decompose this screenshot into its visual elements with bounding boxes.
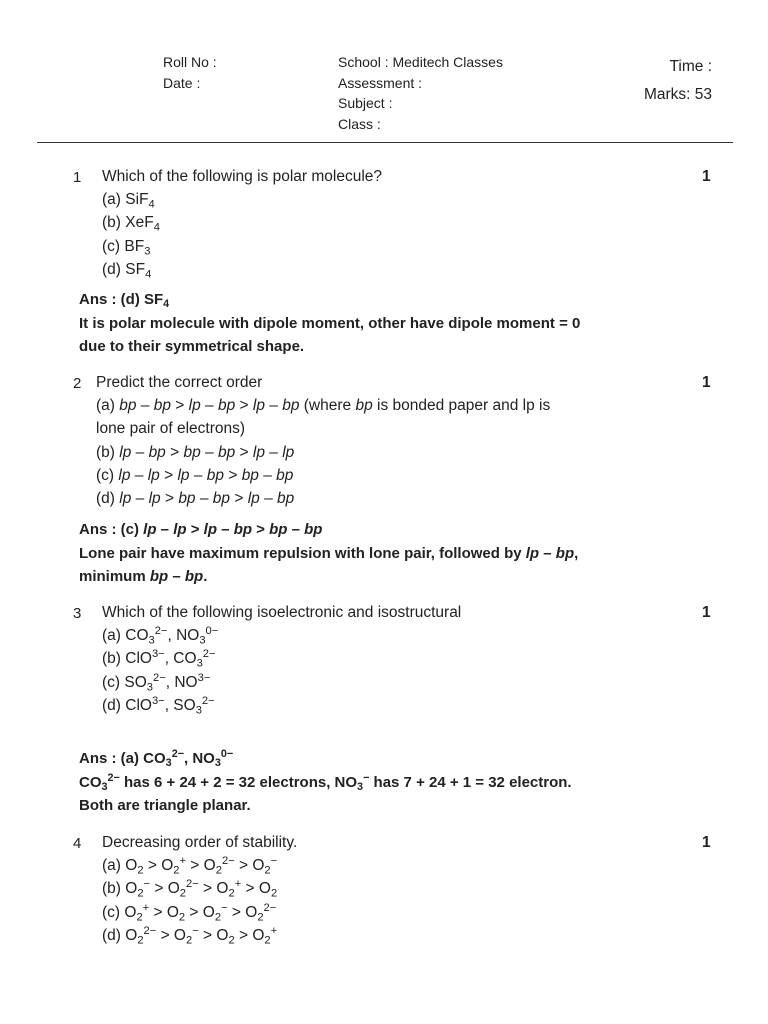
question-marks: 1 xyxy=(702,374,711,391)
answer-1 xyxy=(79,288,580,359)
answer-line: Ans : (d) $SF_4$ xyxy=(79,291,170,311)
option-d: (d) $O_2^{2-} > O_2^- > O_2 > O_2^+$ xyxy=(102,924,278,947)
assessment-label: Assessment : xyxy=(338,75,423,91)
option-a-continued: lone pair of electrons) xyxy=(96,420,246,438)
subject-label: Subject : xyxy=(338,95,393,111)
question-marks: 1 xyxy=(702,604,711,621)
question-text: Decreasing order of stability. xyxy=(102,834,298,851)
option-d: (d) ClO$^{3-}$, $SO_3^{2-}$ xyxy=(102,694,215,717)
answer-3 xyxy=(79,747,572,818)
question-marks: 1 xyxy=(702,834,711,851)
question-number: 4 xyxy=(73,835,82,852)
option-d: (d) $SF_4$ xyxy=(102,260,152,281)
question-1 xyxy=(102,165,382,281)
option-c: (c) $O_2^+ > O_2 > O_2^- > O_2^{2-}$ xyxy=(102,901,277,923)
explanation-line: due to their symmetrical shape. xyxy=(79,338,305,355)
answer-line: Ans : (a) $CO_3^{2-}$, $NO_3^{0-}$ xyxy=(79,748,234,770)
explanation-line: minimum bp – bp. xyxy=(79,568,208,585)
question-text: Predict the correct order xyxy=(96,374,263,391)
answer-2 xyxy=(79,518,578,589)
question-number: 2 xyxy=(73,375,82,392)
marks-label: Marks: 53 xyxy=(643,86,712,103)
question-number: 3 xyxy=(73,605,82,622)
class-label: Class : xyxy=(338,116,381,132)
option-c: (c) $SO_3^{2-}$, $NO^{3-}$ xyxy=(102,671,211,693)
question-text: Which of the following is polar molecule? xyxy=(102,168,382,185)
question-text: Which of the following isoelectronic and isostructural xyxy=(102,604,462,621)
explanation-line: Both are triangle planar. xyxy=(79,797,251,814)
roll-no-label: Roll No : xyxy=(163,54,217,70)
school-label: School : Meditech Classes xyxy=(338,54,503,70)
option-c: (c) $BF_3$ xyxy=(102,237,151,257)
option-b: (b) $O_2^- > O_2^{2-} > O_2^+ > O_2$ xyxy=(102,878,278,900)
question-number: 1 xyxy=(73,169,82,186)
option-a: (a) bp – bp > lp – bp > lp – bp (where bp is bonded paper and lp is xyxy=(96,397,551,415)
question-4 xyxy=(102,831,297,947)
option-d: (d) lp – lp > bp – bp > lp – bp xyxy=(96,490,295,508)
question-3 xyxy=(102,601,461,717)
date-label: Date : xyxy=(163,75,201,91)
option-b: (b) XeF$_4$ xyxy=(102,214,160,234)
explanation-line: Lone pair have maximum repulsion with lone pair, followed by lp – bp, xyxy=(79,544,579,562)
answer-line: Ans : (c) lp – lp > lp – bp > bp – bp xyxy=(79,521,323,538)
question-marks: 1 xyxy=(702,168,711,185)
header-divider xyxy=(37,142,733,143)
option-b: (b) ClO$^{3-}$, $CO_3^{2-}$ xyxy=(102,648,216,670)
explanation-line: $CO_3^{2-}$ has 6 + 24 + 2 = 32 electrons, $NO_3^-$ has 7 + 24 + 1 = 32 electron. xyxy=(79,771,572,793)
option-a: (a) SiF$_4$ xyxy=(102,191,155,211)
time-label: Time : xyxy=(669,58,712,75)
explanation-line: It is polar molecule with dipole moment, other have dipole moment = 0 xyxy=(79,314,581,332)
option-b: (b) lp – bp > bp – bp > lp – lp xyxy=(96,443,295,461)
question-2 xyxy=(96,371,550,510)
option-a: (a) $CO_3^{2-}$, $NO_3^{0-}$ xyxy=(102,625,219,647)
option-c: (c) lp – lp > lp – bp > bp – bp xyxy=(96,466,294,484)
option-a: (a) $O_2 > O_2^+ > O_2^{2-} > O_2^-$ xyxy=(102,855,278,877)
